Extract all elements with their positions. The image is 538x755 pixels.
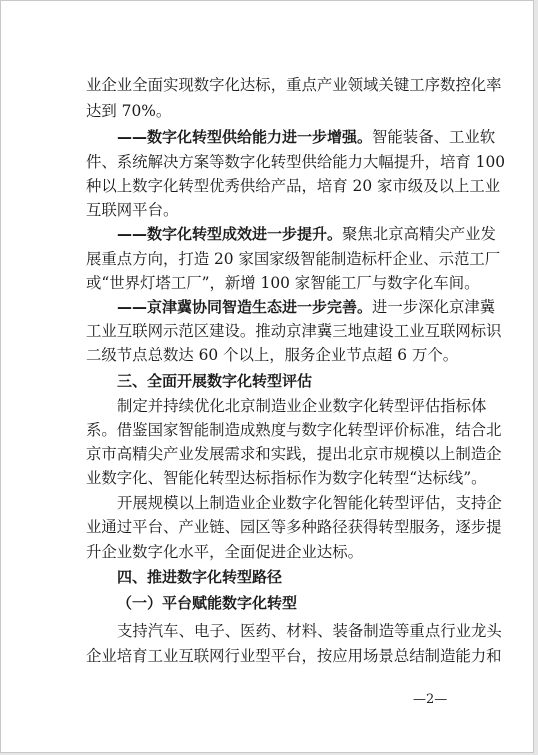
bold-lead: ——数字化转型供给能力进一步增强。 xyxy=(117,128,373,146)
section-heading: 四、推进数字化转型路径 xyxy=(117,568,283,586)
text-line: 业企业全面实现数字化达标，重点产业领域关键工序数控化率 xyxy=(86,76,502,94)
text-line xyxy=(1,224,538,244)
section-heading: 三、全面开展数字化转型评估 xyxy=(117,372,313,390)
text-line: 系。借鉴国家智能制造成熟度与数字化转型评价标准，结合北 xyxy=(86,421,502,439)
text-line: 业通过平台、产业链、园区等多种路径获得转型服务，逐步提 xyxy=(86,518,502,536)
text-run: 进一步深化京津冀 xyxy=(372,298,496,316)
bold-lead: ——京津冀协同智造生态进一步完善。 xyxy=(117,298,373,316)
text-line: 升企业数字化水平，全面促进企业达标。 xyxy=(86,543,364,561)
text-line: 种以上数字化转型优秀供给产品，培育 20 家市级及以上工业 xyxy=(86,177,501,195)
text-line: 制定并持续优化北京制造业企业数字化转型评估指标体 xyxy=(117,397,487,415)
text-line: 工业互联网示范区建设。推动京津冀三地建设工业互联网标识 xyxy=(86,322,502,340)
text-line: 京市高精尖产业发展需求和实践，提出北京市规模以上制造企 xyxy=(86,445,502,463)
subsection-heading: （一）平台赋能数字化转型 xyxy=(117,594,298,612)
text-line: 支持汽车、电子、医药、材料、装备制造等重点行业龙头 xyxy=(117,622,502,640)
text-line: 企业培育工业互联网行业型平台，按应用场景总结制造能力和 xyxy=(86,647,502,665)
text-line xyxy=(1,127,538,147)
text-line: 互联网平台。 xyxy=(86,201,179,219)
text-line: 开展规模以上制造业企业数字化智能化转型评估，支持企 xyxy=(117,494,502,512)
text-line: 二级节点总数达 60 个以上，服务企业节点超 6 万个。 xyxy=(86,346,459,364)
text-line: 业数字化、智能化转型达标指标作为数字化转型“达标线”。 xyxy=(86,469,487,487)
text-line: 达到 70%。 xyxy=(86,102,172,120)
text-line: 展重点方向，打造 20 家国家级智能制造标杆企业、示范工厂 xyxy=(86,250,501,268)
text-line: 件、系统解决方案等数字化转型供给能力大幅提升，培育 100 xyxy=(86,153,506,171)
text-run: 智能装备、工业软 xyxy=(372,128,496,146)
text-line: 或“世界灯塔工厂”，新增 100 家智能工厂与数字化车间。 xyxy=(86,274,480,292)
text-run: 聚焦北京高精尖产业发 xyxy=(342,225,496,243)
text-line xyxy=(1,297,538,317)
bold-lead: ——数字化转型成效进一步提升。 xyxy=(117,225,343,243)
page-number: —2— xyxy=(413,692,448,707)
